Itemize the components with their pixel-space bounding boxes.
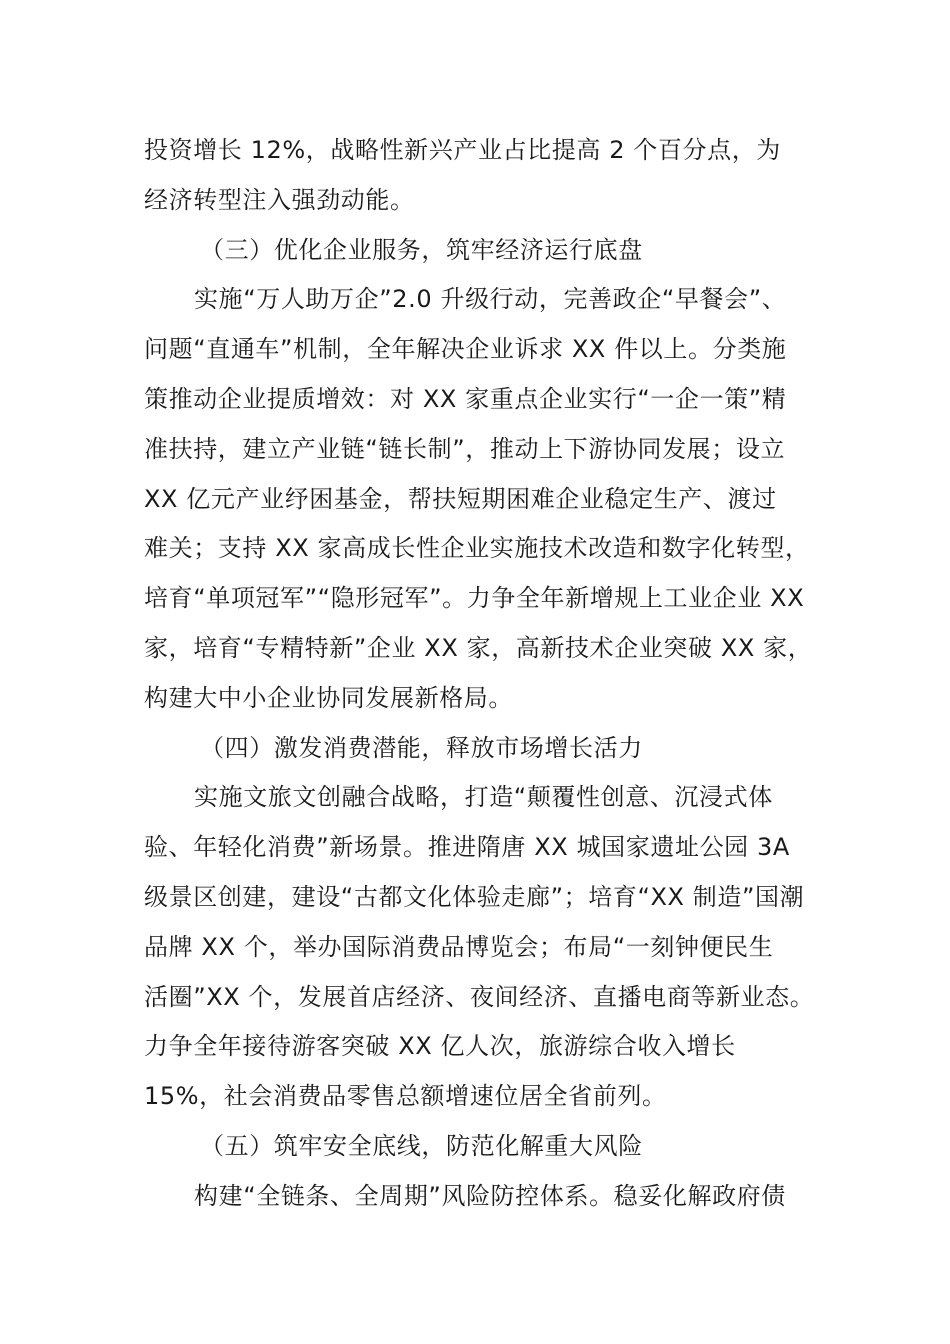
body-line: 15%，社会消费品零售总额增速位居全省前列。 bbox=[144, 1082, 667, 1111]
body-line: 验、年轻化消费”新场景。推进隋唐 XX 城国家遗址公园 3A bbox=[144, 833, 790, 862]
body-line: 准扶持，建立产业链“链长制”，推动上下游协同发展；设立 bbox=[144, 434, 786, 463]
body-line: 构建大中小企业协同发展新格局。 bbox=[144, 683, 513, 712]
paragraph-first-line: 构建“全链条、全周期”风险防控体系。稳妥化解政府债 bbox=[194, 1181, 786, 1210]
body-line: 难关；支持 XX 家高成长性企业实施技术改造和数字化转型， bbox=[144, 534, 810, 563]
paragraph-first-line: 实施“万人助万企”2.0 升级行动，完善政企“早餐会”、 bbox=[194, 285, 787, 314]
body-line: XX 亿元产业纾困基金，帮扶短期困难企业稳定生产、渡过 bbox=[144, 484, 777, 513]
body-line: 力争全年接待游客突破 XX 亿人次，旅游综合收入增长 bbox=[144, 1032, 736, 1061]
section-heading-5: （五）筑牢安全底线，防范化解重大风险 bbox=[200, 1131, 643, 1160]
body-line: 品牌 XX 个，举办国际消费品博览会；布局“一刻钟便民生 bbox=[144, 932, 774, 961]
body-line: 活圈”XX 个，发展首店经济、夜间经济、直播电商等新业态。 bbox=[144, 982, 815, 1011]
body-line: 培育“单项冠军”“隐形冠军”。力争全年新增规上工业企业 XX bbox=[144, 584, 805, 613]
body-line: 问题“直通车”机制，全年解决企业诉求 XX 件以上。分类施 bbox=[144, 335, 787, 364]
body-line: 投资增长 12%，战略性新兴产业占比提高 2 个百分点，为 bbox=[144, 136, 781, 164]
section-heading-4: （四）激发消费潜能，释放市场增长活力 bbox=[200, 733, 643, 762]
document-body bbox=[144, 126, 834, 1222]
body-line: 家，培育“专精特新”企业 XX 家，高新技术企业突破 XX 家， bbox=[144, 633, 813, 662]
body-line: 级景区创建，建设“古都文化体验走廊”；培育“XX 制造”国潮 bbox=[144, 882, 805, 911]
paragraph-first-line: 实施文旅文创融合战略，打造“颠覆性创意、沉浸式体 bbox=[194, 783, 773, 812]
section-heading-3: （三）优化企业服务，筑牢经济运行底盘 bbox=[200, 235, 643, 264]
body-line: 经济转型注入强劲动能。 bbox=[144, 185, 415, 214]
body-line: 策推动企业提质增效：对 XX 家重点企业实行“一企一策”精 bbox=[144, 384, 787, 413]
